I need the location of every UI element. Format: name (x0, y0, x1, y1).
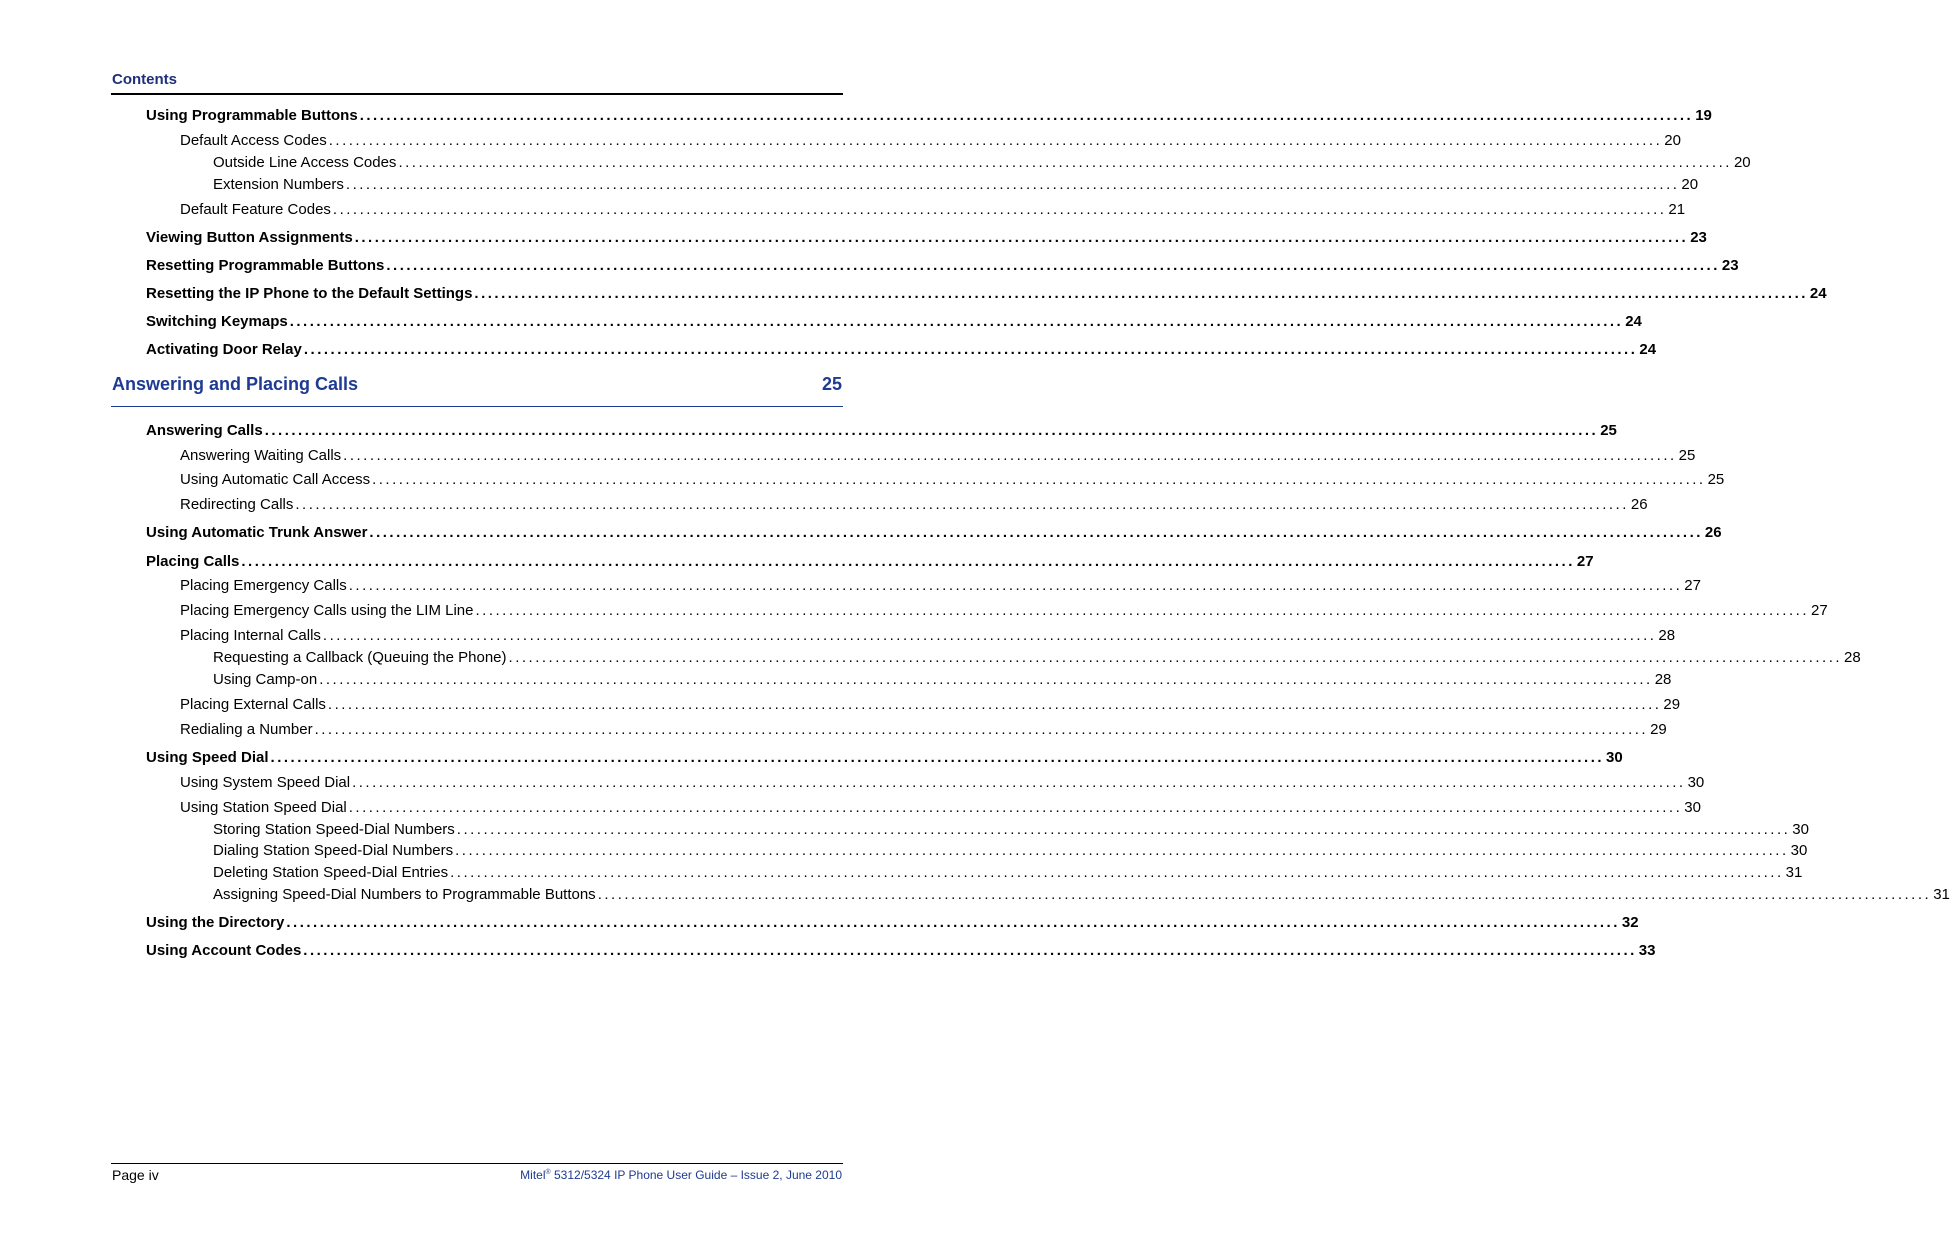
toc-entry[interactable] (213, 821, 1809, 839)
dot-leader: ........................................................................................................................................................................................................ (289, 313, 1624, 330)
toc-entry[interactable] (146, 422, 1617, 440)
footer-title-text: 5312/5324 IP Phone User Guide – Issue 2, June 2010 (550, 1168, 842, 1182)
toc-entry-page: 20 (1733, 154, 1751, 171)
toc-entry-title: Using Programmable Buttons (146, 107, 358, 124)
footer-page-label: Page iv (112, 1167, 159, 1183)
toc-entry[interactable] (213, 176, 1699, 194)
dot-leader: ........................................................................................................................................................................................................ (386, 257, 1720, 274)
dot-leader: ........................................................................................................................................................................................................ (343, 447, 1677, 464)
toc-entry-title: Using Camp-on (213, 671, 318, 688)
toc-entry-page: 31 (1785, 864, 1803, 881)
toc-entry[interactable] (146, 749, 1623, 767)
toc-entry-page: 26 (1630, 496, 1648, 513)
dot-leader: ........................................................................................................................................................................................................ (372, 471, 1706, 488)
dot-leader: ........................................................................................................................................................................................................ (264, 422, 1599, 439)
toc-entry-page: 27 (1684, 577, 1701, 594)
dot-leader: ........................................................................................................................................................................................................ (241, 553, 1575, 570)
running-head: Contents (112, 71, 177, 88)
toc-entry-page: 28 (1844, 649, 1861, 666)
dot-leader: ........................................................................................................................................................................................................ (597, 886, 1932, 903)
toc-entry-page: 30 (1684, 799, 1701, 816)
chapter-page: 25 (821, 374, 842, 394)
toc-entry-title: Extension Numbers (213, 176, 344, 193)
toc-entry-page: 24 (1625, 313, 1642, 330)
toc-entry-title: Requesting a Callback (Queuing the Phone) (213, 649, 507, 666)
toc-entry[interactable] (213, 154, 1751, 172)
toc-entry-page: 26 (1704, 524, 1722, 541)
toc-entry[interactable] (180, 471, 1725, 489)
header-rule (111, 93, 843, 95)
toc-entry-page: 20 (1664, 132, 1681, 149)
dot-leader: ........................................................................................................................................................................................................ (327, 696, 1662, 713)
toc-entry-title: Using Speed Dial (146, 749, 269, 766)
dot-leader: ........................................................................................................................................................................................................ (398, 154, 1732, 171)
toc-entry-page: 30 (1606, 749, 1623, 766)
toc-entry-title: Redirecting Calls (180, 496, 294, 513)
toc-entry-title: Using System Speed Dial (180, 774, 351, 791)
toc-entry-title: Using Station Speed Dial (180, 799, 347, 816)
dot-leader: ........................................................................................................................................................................................................ (332, 201, 1667, 218)
toc-entry[interactable] (180, 132, 1681, 150)
toc-entry[interactable] (180, 627, 1676, 645)
dot-leader: ........................................................................................................................................................................................................ (322, 627, 1657, 644)
toc-entry-page: 24 (1809, 285, 1827, 302)
toc-entry-page: 33 (1638, 942, 1656, 959)
toc-entry[interactable] (146, 107, 1712, 125)
dot-leader: ........................................................................................................................................................................................................ (450, 864, 1784, 881)
dot-leader: ........................................................................................................................................................................................................ (475, 602, 1809, 619)
toc-entry-page: 28 (1654, 671, 1672, 688)
footer-doc-title (520, 1168, 842, 1182)
dot-leader: ........................................................................................................................................................................................................ (369, 524, 1703, 541)
toc-entry-page: 25 (1707, 471, 1725, 488)
dot-leader: ........................................................................................................................................................................................................ (314, 721, 1649, 738)
dot-leader: ........................................................................................................................................................................................................ (303, 341, 1638, 358)
chapter-heading[interactable] (112, 374, 842, 395)
toc-entry[interactable] (213, 842, 1808, 860)
toc-entry[interactable] (146, 524, 1722, 542)
dot-leader: ........................................................................................................................................................................................................ (348, 577, 1683, 594)
toc-entry[interactable] (213, 671, 1672, 689)
dot-leader: ........................................................................................................................................................................................................ (345, 176, 1680, 193)
toc-entry-title: Activating Door Relay (146, 341, 302, 358)
toc-entry-page: 25 (1600, 422, 1617, 439)
toc-entry[interactable] (146, 553, 1594, 571)
footer-reg-mark: ® (545, 1169, 551, 1176)
toc-entry[interactable] (180, 602, 1828, 620)
toc-entry-page: 30 (1687, 774, 1705, 791)
toc-entry-page: 21 (1668, 201, 1686, 218)
toc-entry[interactable] (213, 864, 1803, 882)
toc-entry-title: Switching Keymaps (146, 313, 288, 330)
toc-entry-page: 31 (1933, 886, 1950, 903)
dot-leader: ........................................................................................................................................................................................................ (319, 671, 1653, 688)
toc-entry-page: 30 (1790, 842, 1808, 859)
toc-entry-title: Resetting the IP Phone to the Default Settings (146, 285, 473, 302)
chapter-rule (111, 406, 843, 407)
toc-entry-title: Placing Emergency Calls (180, 577, 347, 594)
chapter-title: Answering and Placing Calls (112, 374, 359, 394)
toc-entry-title: Placing External Calls (180, 696, 326, 713)
toc-entry[interactable] (180, 447, 1696, 465)
toc-entry-page: 20 (1681, 176, 1699, 193)
toc-entry-page: 27 (1810, 602, 1828, 619)
dot-leader: ........................................................................................................................................................................................................ (455, 842, 1789, 859)
toc-entry[interactable] (180, 577, 1701, 595)
toc-entry[interactable] (146, 313, 1642, 331)
toc-entry-page: 29 (1650, 721, 1667, 738)
toc-entry-title: Using the Directory (146, 914, 285, 931)
toc-entry-title: Using Account Codes (146, 942, 302, 959)
toc-entry[interactable] (180, 799, 1701, 817)
toc-entry-page: 28 (1658, 627, 1676, 644)
toc-entry[interactable] (213, 649, 1861, 667)
footer-brand: Mitel (520, 1168, 546, 1182)
toc-entry-title: Storing Station Speed-Dial Numbers (213, 821, 455, 838)
dot-leader: ........................................................................................................................................................................................................ (303, 942, 1637, 959)
dot-leader: ........................................................................................................................................................................................................ (474, 285, 1808, 302)
dot-leader: ........................................................................................................................................................................................................ (295, 496, 1629, 513)
toc-entry-page: 30 (1792, 821, 1809, 838)
toc-entry[interactable] (146, 914, 1639, 932)
toc-entry-title: Default Access Codes (180, 132, 327, 149)
dot-leader: ........................................................................................................................................................................................................ (328, 132, 1663, 149)
toc-entry[interactable] (180, 721, 1667, 739)
toc-entry-page: 24 (1639, 341, 1657, 358)
toc-entry-page: 23 (1690, 229, 1707, 246)
toc-entry-page: 32 (1621, 914, 1639, 931)
dot-leader: ........................................................................................................................................................................................................ (348, 799, 1683, 816)
toc-entry-title: Viewing Button Assignments (146, 229, 353, 246)
toc-entry-page: 27 (1576, 553, 1594, 570)
dot-leader: ........................................................................................................................................................................................................ (352, 774, 1686, 791)
toc-entry-title: Answering Waiting Calls (180, 447, 342, 464)
dot-leader: ........................................................................................................................................................................................................ (354, 229, 1689, 246)
toc-entry-title: Resetting Programmable Buttons (146, 257, 385, 274)
toc-entry-title: Placing Calls (146, 553, 240, 570)
dot-leader: ........................................................................................................................................................................................................ (456, 821, 1791, 838)
toc-entry[interactable] (146, 341, 1657, 359)
toc-entry-page: 23 (1721, 257, 1739, 274)
toc-entry-title: Dialing Station Speed-Dial Numbers (213, 842, 454, 859)
toc-entry-title: Assigning Speed-Dial Numbers to Programmable Buttons (213, 886, 596, 903)
dot-leader: ........................................................................................................................................................................................................ (270, 749, 1605, 766)
toc-entry-page: 19 (1695, 107, 1712, 124)
dot-leader: ........................................................................................................................................................................................................ (508, 649, 1843, 666)
toc-entry-title: Outside Line Access Codes (213, 154, 397, 171)
toc-entry-title: Default Feature Codes (180, 201, 331, 218)
toc-entry[interactable] (146, 229, 1707, 247)
toc-entry-title: Deleting Station Speed-Dial Entries (213, 864, 449, 881)
toc-entry-title: Using Automatic Trunk Answer (146, 524, 368, 541)
toc-entry[interactable] (180, 774, 1705, 792)
dot-leader: ........................................................................................................................................................................................................ (286, 914, 1620, 931)
toc-entry[interactable] (180, 496, 1648, 514)
toc-entry[interactable] (180, 201, 1686, 219)
toc-entry[interactable] (146, 257, 1739, 275)
toc-entry-title: Redialing a Number (180, 721, 313, 738)
toc-entry-title: Answering Calls (146, 422, 263, 439)
toc-entry[interactable] (146, 942, 1656, 960)
toc-entry[interactable] (180, 696, 1681, 714)
dot-leader: ........................................................................................................................................................................................................ (359, 107, 1694, 124)
toc-entry-page: 25 (1678, 447, 1696, 464)
toc-entry-title: Placing Emergency Calls using the LIM Line (180, 602, 474, 619)
toc-entry-title: Placing Internal Calls (180, 627, 321, 644)
toc-entry-page: 29 (1663, 696, 1681, 713)
toc-entry-title: Using Automatic Call Access (180, 471, 371, 488)
toc-entry[interactable] (146, 285, 1827, 303)
toc-entry[interactable] (213, 886, 1950, 904)
footer-rule (111, 1163, 843, 1164)
